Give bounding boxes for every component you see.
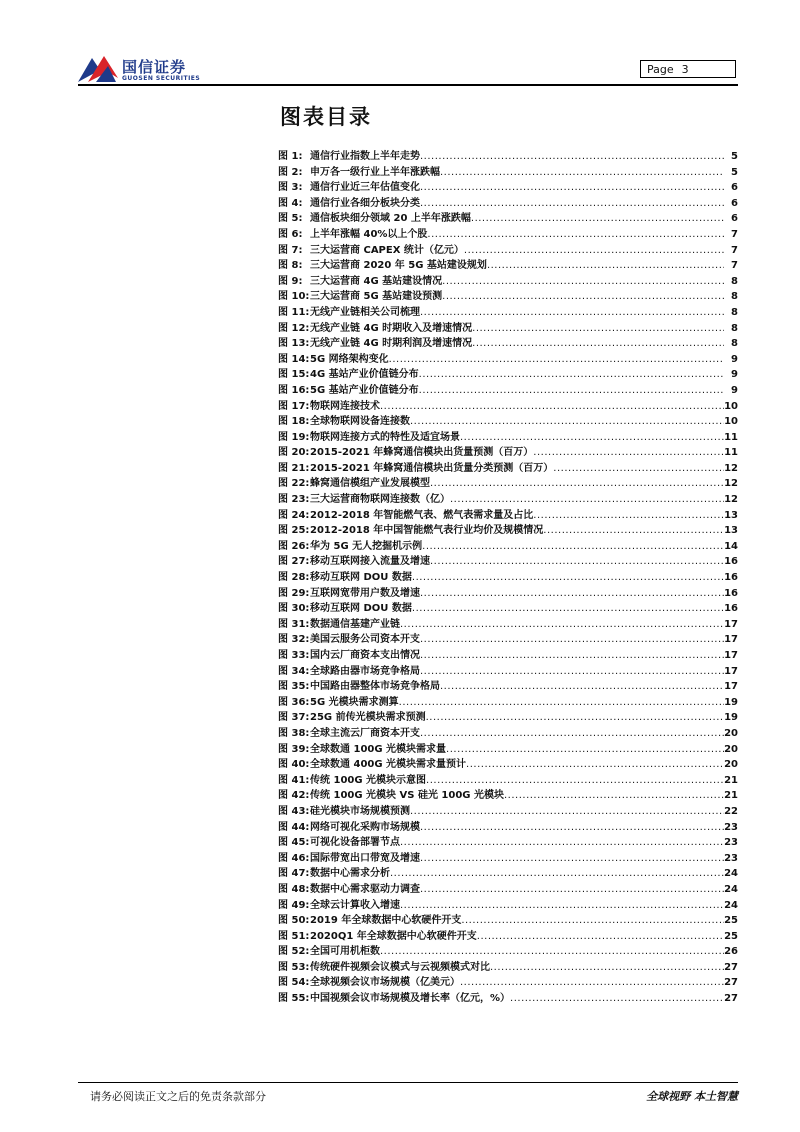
toc-entry-label: 图 21:	[278, 462, 310, 474]
toc-leader-dots	[471, 211, 724, 227]
toc-entry[interactable]	[278, 742, 738, 758]
toc-entry-title: 数据中心需求分析	[310, 868, 390, 880]
toc-entry[interactable]	[278, 882, 738, 898]
toc-entry[interactable]	[278, 929, 738, 945]
toc-entry-title: 全国可用机柜数	[310, 946, 380, 958]
toc-entry-label: 图 33:	[278, 650, 310, 661]
toc-leader-dots	[419, 383, 724, 399]
toc-entry-page: 16	[724, 572, 738, 584]
toc-leader-dots	[466, 757, 724, 773]
toc-entry-title: 互联网宽带用户数及增速	[310, 587, 420, 599]
toc-entry-page: 27	[724, 977, 738, 989]
toc-entry[interactable]	[278, 695, 738, 711]
toc-entry[interactable]	[278, 321, 738, 337]
toc-entry-label: 图 53:	[278, 961, 310, 973]
toc-entry[interactable]	[278, 539, 738, 555]
toc-leader-dots	[446, 742, 724, 758]
toc-entry-page: 20	[724, 743, 738, 755]
toc-entry[interactable]	[278, 492, 738, 508]
toc-leader-dots	[426, 710, 724, 726]
toc-entry-title: 网络可视化采购市场规模	[310, 821, 420, 833]
toc-entry-label: 图 55:	[278, 993, 310, 1005]
toc-entry-title: 国内云厂商资本支出情况	[310, 650, 420, 661]
toc-entry-page: 7	[731, 260, 738, 272]
footer-disclaimer: 请务必阅读正文之后的免责条款部分	[90, 1090, 266, 1103]
toc-leader-dots	[460, 430, 724, 446]
toc-entry-title: 通信板块细分领域 20 上半年涨跌幅	[310, 213, 471, 225]
toc-entry-label: 图 47:	[278, 868, 310, 880]
toc-entry-label: 图 18:	[278, 416, 310, 428]
toc-entry-title: 无线产业链 4G 时期利润及增速情况	[310, 338, 473, 350]
toc-entry-label: 图 17:	[278, 400, 310, 412]
toc-entry-label: 图 4:	[278, 197, 303, 209]
toc-entry-title: 2015-2021 年蜂窝通信模块出货量预测（百万）	[310, 447, 534, 459]
toc-entry-title: 移动互联网接入流量及增速	[310, 556, 430, 568]
toc-entry[interactable]	[278, 180, 738, 196]
toc-list	[278, 149, 738, 1007]
toc-leader-dots	[533, 445, 724, 461]
toc-entry[interactable]	[278, 523, 738, 539]
toc-entry[interactable]	[278, 913, 738, 929]
toc-entry-title: 2020Q1 年全球数据中心软硬件开支	[310, 930, 477, 942]
toc-entry[interactable]	[278, 586, 738, 602]
toc-leader-dots	[400, 835, 724, 851]
toc-leader-dots	[420, 149, 724, 165]
toc-entry[interactable]	[278, 835, 738, 851]
toc-leader-dots	[410, 414, 724, 430]
toc-entry[interactable]	[278, 305, 738, 321]
toc-entry-label: 图 36:	[278, 696, 310, 708]
toc-entry-label: 图 51:	[278, 930, 310, 942]
toc-leader-dots	[420, 586, 724, 602]
toc-leader-dots	[464, 243, 724, 259]
toc-entry-title: 中国路由器整体市场竞争格局	[310, 681, 440, 693]
toc-entry[interactable]	[278, 975, 738, 991]
toc-leader-dots	[380, 399, 724, 415]
toc-entry-page: 6	[731, 182, 738, 194]
toc-entry-title: 通信行业近三年估值变化	[310, 182, 420, 194]
toc-entry-title: 国际带宽出口带宽及增速	[310, 852, 420, 864]
toc-leader-dots	[442, 274, 724, 290]
company-logo	[78, 52, 218, 86]
toc-entry-label: 图 54:	[278, 977, 310, 989]
toc-entry-title: 三大运营商 CAPEX 统计（亿元）	[310, 244, 464, 256]
logo-cn-text: 国信证券	[122, 58, 187, 76]
toc-entry[interactable]	[278, 476, 738, 492]
toc-entry-label: 图 5:	[278, 213, 303, 225]
toc-entry-label: 图 15:	[278, 369, 310, 381]
toc-entry-page: 21	[724, 774, 738, 786]
toc-entry-title: 5G 网络架构变化	[310, 353, 389, 365]
toc-entry-page: 6	[731, 213, 738, 225]
toc-entry[interactable]	[278, 461, 738, 477]
toc-entry-page: 8	[731, 338, 738, 350]
toc-entry-title: 2012-2018 年智能燃气表、燃气表需求量及占比	[310, 509, 534, 521]
toc-entry-page: 27	[724, 993, 738, 1005]
toc-entry-title: 全球视频会议市场规模（亿美元）	[310, 977, 460, 989]
toc-entry-label: 图 45:	[278, 837, 310, 849]
toc-entry[interactable]	[278, 227, 738, 243]
toc-entry-title: 全球主流云厂商资本开支	[310, 727, 420, 739]
toc-entry-title: 全球路由器市场竞争格局	[310, 665, 420, 677]
toc-entry-label: 图 32:	[278, 634, 310, 646]
toc-entry-page: 23	[724, 821, 738, 833]
toc-entry-page: 19	[724, 696, 738, 708]
toc-entry[interactable]	[278, 196, 738, 212]
toc-leader-dots	[420, 196, 724, 212]
toc-entry-label: 图 40:	[278, 759, 310, 771]
page-number: 3	[681, 63, 689, 76]
toc-entry-label: 图 31:	[278, 618, 310, 630]
toc-entry-label: 图 13:	[278, 338, 310, 350]
toc-entry[interactable]	[278, 165, 738, 181]
toc-entry-title: 2015-2021 年蜂窝通信模块出货量分类预测（百万）	[310, 462, 554, 474]
toc-entry[interactable]	[278, 399, 738, 415]
toc-leader-dots	[461, 913, 724, 929]
toc-entry-title: 三大运营商物联网连接数（亿）	[310, 494, 450, 506]
toc-entry[interactable]	[278, 960, 738, 976]
toc-entry-page: 8	[731, 291, 738, 303]
toc-entry[interactable]	[278, 367, 738, 383]
toc-entry-title: 5G 基站产业价值链分布	[310, 384, 419, 396]
toc-entry-label: 图 14:	[278, 353, 310, 365]
toc-leader-dots	[487, 258, 724, 274]
toc-entry-label: 图 43:	[278, 805, 310, 817]
toc-entry-page: 23	[724, 852, 738, 864]
toc-leader-dots	[477, 929, 724, 945]
toc-entry-label: 图 52:	[278, 946, 310, 958]
toc-entry-label: 图 46:	[278, 852, 310, 864]
toc-entry-page: 16	[724, 603, 738, 615]
toc-entry-label: 图 50:	[278, 915, 310, 927]
toc-entry-page: 11	[724, 431, 738, 443]
toc-entry-page: 13	[724, 509, 738, 521]
toc-leader-dots	[399, 695, 724, 711]
toc-entry[interactable]	[278, 258, 738, 274]
toc-entry[interactable]	[278, 554, 738, 570]
toc-leader-dots	[380, 944, 724, 960]
toc-entry-title: 4G 基站产业价值链分布	[310, 369, 419, 381]
toc-leader-dots	[472, 336, 724, 352]
toc-entry-title: 全球物联网设备连接数	[310, 416, 410, 428]
toc-entry-page: 19	[724, 712, 738, 724]
toc-leader-dots	[472, 321, 724, 337]
toc-entry-page: 14	[724, 540, 738, 552]
toc-entry-page: 12	[724, 478, 738, 490]
toc-entry-title: 三大运营商 4G 基站建设情况	[310, 275, 443, 287]
toc-leader-dots	[420, 632, 724, 648]
toc-entry-label: 图 48:	[278, 883, 310, 895]
toc-entry-label: 图 7:	[278, 244, 303, 256]
toc-entry[interactable]	[278, 289, 738, 305]
toc-title: 图表目录	[280, 104, 372, 129]
page-label: Page	[647, 63, 674, 76]
toc-entry[interactable]	[278, 788, 738, 804]
toc-entry-title: 美国云服务公司资本开支	[310, 634, 420, 646]
toc-leader-dots	[412, 570, 724, 586]
toc-entry-label: 图 9:	[278, 275, 303, 287]
toc-leader-dots	[420, 305, 724, 321]
toc-entry-page: 17	[724, 681, 738, 693]
toc-leader-dots	[400, 617, 724, 633]
toc-entry-title: 全球云计算收入增速	[310, 899, 400, 911]
toc-entry-label: 图 12:	[278, 322, 310, 334]
toc-entry-title: 物联网连接技术	[310, 400, 380, 412]
toc-leader-dots	[510, 991, 724, 1007]
toc-entry-title: 通信行业各细分板块分类	[310, 197, 420, 209]
toc-leader-dots	[460, 975, 724, 991]
toc-entry-page: 20	[724, 727, 738, 739]
toc-entry-title: 申万各一级行业上半年涨跌幅	[310, 166, 440, 178]
toc-entry-label: 图 27:	[278, 556, 310, 568]
toc-entry[interactable]	[278, 866, 738, 882]
toc-entry-page: 25	[724, 915, 738, 927]
toc-leader-dots	[420, 180, 724, 196]
toc-entry-title: 传统 100G 光模块 VS 硅光 100G 光模块	[310, 790, 504, 802]
toc-entry[interactable]	[278, 274, 738, 290]
toc-entry-title: 蜂窝通信模组产业发展模型	[310, 478, 430, 490]
toc-leader-dots	[420, 648, 724, 664]
toc-entry-title: 移动互联网 DOU 数据	[310, 603, 412, 615]
toc-entry-page: 6	[731, 197, 738, 209]
toc-entry-label: 图 25:	[278, 525, 310, 537]
toc-entry[interactable]	[278, 243, 738, 259]
toc-entry-page: 9	[731, 369, 738, 381]
toc-entry[interactable]	[278, 570, 738, 586]
toc-leader-dots	[543, 523, 724, 539]
toc-entry-page: 8	[731, 322, 738, 334]
toc-entry-page: 16	[724, 587, 738, 599]
toc-entry-page: 7	[731, 228, 738, 240]
toc-leader-dots	[427, 227, 724, 243]
toc-entry-label: 图 11:	[278, 306, 310, 318]
toc-entry-label: 图 19:	[278, 431, 310, 443]
toc-leader-dots	[420, 726, 724, 742]
toc-leader-dots	[430, 476, 724, 492]
toc-entry-label: 图 16:	[278, 384, 310, 396]
toc-entry-title: 移动互联网 DOU 数据	[310, 572, 412, 584]
toc-entry-label: 图 42:	[278, 790, 310, 802]
toc-entry-page: 21	[724, 790, 738, 802]
toc-entry-page: 11	[724, 447, 738, 459]
toc-entry[interactable]	[278, 726, 738, 742]
toc-entry-title: 华为 5G 无人挖掘机示例	[310, 540, 423, 552]
toc-entry-page: 10	[724, 416, 738, 428]
toc-entry-label: 图 29:	[278, 587, 310, 599]
toc-entry-label: 图 20:	[278, 447, 310, 459]
toc-entry-label: 图 1:	[278, 151, 303, 162]
toc-leader-dots	[450, 492, 724, 508]
toc-entry[interactable]	[278, 679, 738, 695]
toc-entry-label: 图 2:	[278, 166, 303, 178]
toc-entry[interactable]	[278, 430, 738, 446]
toc-entry-page: 17	[724, 618, 738, 630]
toc-entry-page: 17	[724, 634, 738, 646]
toc-entry-title: 三大运营商 5G 基站建设预测	[310, 291, 443, 303]
toc-entry-page: 24	[724, 868, 738, 880]
toc-entry-page: 27	[724, 961, 738, 973]
toc-entry-label: 图 3:	[278, 182, 303, 194]
toc-entry-title: 25G 前传光模块需求预测	[310, 712, 426, 724]
toc-entry[interactable]	[278, 648, 738, 664]
toc-entry-title: 传统硬件视频会议模式与云视频模式对比	[310, 961, 490, 973]
toc-entry[interactable]	[278, 944, 738, 960]
toc-entry-label: 图 34:	[278, 665, 310, 677]
toc-entry-label: 图 6:	[278, 228, 303, 240]
toc-entry-page: 9	[731, 384, 738, 396]
toc-entry-page: 17	[724, 650, 738, 661]
toc-entry-label: 图 44:	[278, 821, 310, 833]
toc-entry-title: 全球数通 400G 光模块需求量预计	[310, 759, 467, 771]
toc-entry[interactable]	[278, 991, 738, 1007]
toc-entry-label: 图 38:	[278, 727, 310, 739]
toc-entry-title: 数据中心需求驱动力调查	[310, 883, 420, 895]
toc-entry-label: 图 22:	[278, 478, 310, 490]
toc-leader-dots	[490, 960, 724, 976]
toc-entry-page: 5	[731, 151, 738, 162]
toc-entry-page: 24	[724, 899, 738, 911]
toc-entry-title: 中国视频会议市场规模及增长率（亿元，%）	[310, 993, 511, 1005]
toc-entry-label: 图 26:	[278, 540, 310, 552]
toc-entry-title: 上半年涨幅 40%以上个股	[310, 228, 428, 240]
toc-entry[interactable]	[278, 445, 738, 461]
toc-entry[interactable]	[278, 664, 738, 680]
toc-leader-dots	[430, 554, 724, 570]
toc-entry-page: 22	[724, 805, 738, 817]
toc-entry-label: 图 35:	[278, 681, 310, 693]
toc-leader-dots	[553, 461, 724, 477]
toc-entry[interactable]	[278, 149, 738, 165]
toc-entry[interactable]	[278, 710, 738, 726]
toc-leader-dots	[390, 866, 724, 882]
toc-entry-label: 图 24:	[278, 509, 310, 521]
toc-entry-label: 图 37:	[278, 712, 310, 724]
toc-entry-title: 全球数通 100G 光模块需求量	[310, 743, 447, 755]
toc-leader-dots	[420, 851, 724, 867]
toc-entry[interactable]	[278, 632, 738, 648]
toc-entry[interactable]	[278, 414, 738, 430]
toc-entry-label: 图 39:	[278, 743, 310, 755]
toc-entry-label: 图 41:	[278, 774, 310, 786]
toc-entry[interactable]	[278, 211, 738, 227]
toc-leader-dots	[389, 352, 724, 368]
toc-entry-title: 数据通信基建产业链	[310, 618, 400, 630]
logo-en-text: GUOSEN SECURITIES	[122, 75, 201, 82]
toc-entry-page: 25	[724, 930, 738, 942]
toc-entry-page: 23	[724, 837, 738, 849]
toc-entry-page: 16	[724, 556, 738, 568]
toc-leader-dots	[412, 601, 724, 617]
toc-leader-dots	[422, 539, 724, 555]
toc-entry-title: 通信行业指数上半年走势	[310, 151, 420, 162]
toc-entry[interactable]	[278, 898, 738, 914]
toc-leader-dots	[419, 367, 724, 383]
header-divider	[78, 84, 738, 86]
toc-leader-dots	[426, 773, 724, 789]
toc-leader-dots	[442, 289, 724, 305]
toc-entry-title: 传统 100G 光模块示意图	[310, 774, 427, 786]
toc-entry-page: 12	[724, 462, 738, 474]
toc-entry[interactable]	[278, 601, 738, 617]
toc-leader-dots	[400, 898, 724, 914]
toc-leader-dots	[420, 664, 724, 680]
toc-leader-dots	[440, 165, 724, 181]
page-indicator	[640, 60, 736, 78]
toc-entry[interactable]	[278, 383, 738, 399]
toc-leader-dots	[533, 508, 724, 524]
toc-leader-dots	[420, 882, 724, 898]
toc-entry-page: 17	[724, 665, 738, 677]
toc-entry[interactable]	[278, 757, 738, 773]
toc-entry-page: 20	[724, 759, 738, 771]
toc-leader-dots	[504, 788, 724, 804]
toc-entry[interactable]	[278, 352, 738, 368]
toc-entry-title: 可视化设备部署节点	[310, 837, 400, 849]
toc-entry-page: 12	[724, 494, 738, 506]
toc-entry-title: 2012-2018 年中国智能燃气表行业均价及规模情况	[310, 525, 544, 537]
toc-entry-page: 8	[731, 306, 738, 318]
toc-entry-title: 无线产业链相关公司梳理	[310, 306, 420, 318]
toc-entry[interactable]	[278, 851, 738, 867]
toc-entry[interactable]	[278, 336, 738, 352]
toc-entry-label: 图 49:	[278, 899, 310, 911]
toc-entry-label: 图 10:	[278, 291, 310, 303]
toc-entry[interactable]	[278, 617, 738, 633]
guosen-logo-icon	[78, 52, 120, 84]
toc-entry-title: 硅光模块市场规模预测	[310, 805, 410, 817]
toc-leader-dots	[410, 804, 724, 820]
toc-entry-page: 7	[731, 244, 738, 256]
toc-entry-title: 2019 年全球数据中心软硬件开支	[310, 915, 462, 927]
toc-entry[interactable]	[278, 773, 738, 789]
toc-entry-label: 图 28:	[278, 572, 310, 584]
toc-entry-title: 5G 光模块需求测算	[310, 696, 399, 708]
toc-entry[interactable]	[278, 804, 738, 820]
footer-divider	[78, 1082, 738, 1083]
toc-entry-title: 三大运营商 2020 年 5G 基站建设规划	[310, 260, 487, 272]
toc-leader-dots	[420, 820, 724, 836]
toc-entry-page: 26	[724, 946, 738, 958]
toc-entry[interactable]	[278, 508, 738, 524]
toc-entry-label: 图 30:	[278, 603, 310, 615]
toc-entry-page: 9	[731, 353, 738, 365]
toc-entry-page: 24	[724, 883, 738, 895]
toc-entry-label: 图 23:	[278, 494, 310, 506]
toc-entry-page: 5	[731, 166, 738, 178]
toc-entry[interactable]	[278, 820, 738, 836]
footer-slogan: 全球视野 本土智慧	[646, 1090, 738, 1103]
toc-leader-dots	[440, 679, 724, 695]
toc-entry-page: 10	[724, 400, 738, 412]
toc-entry-page: 8	[731, 275, 738, 287]
toc-entry-label: 图 8:	[278, 260, 303, 272]
toc-entry-title: 无线产业链 4G 时期收入及增速情况	[310, 322, 473, 334]
toc-entry-page: 13	[724, 525, 738, 537]
toc-entry-title: 物联网连接方式的特性及适宜场景	[310, 431, 460, 443]
